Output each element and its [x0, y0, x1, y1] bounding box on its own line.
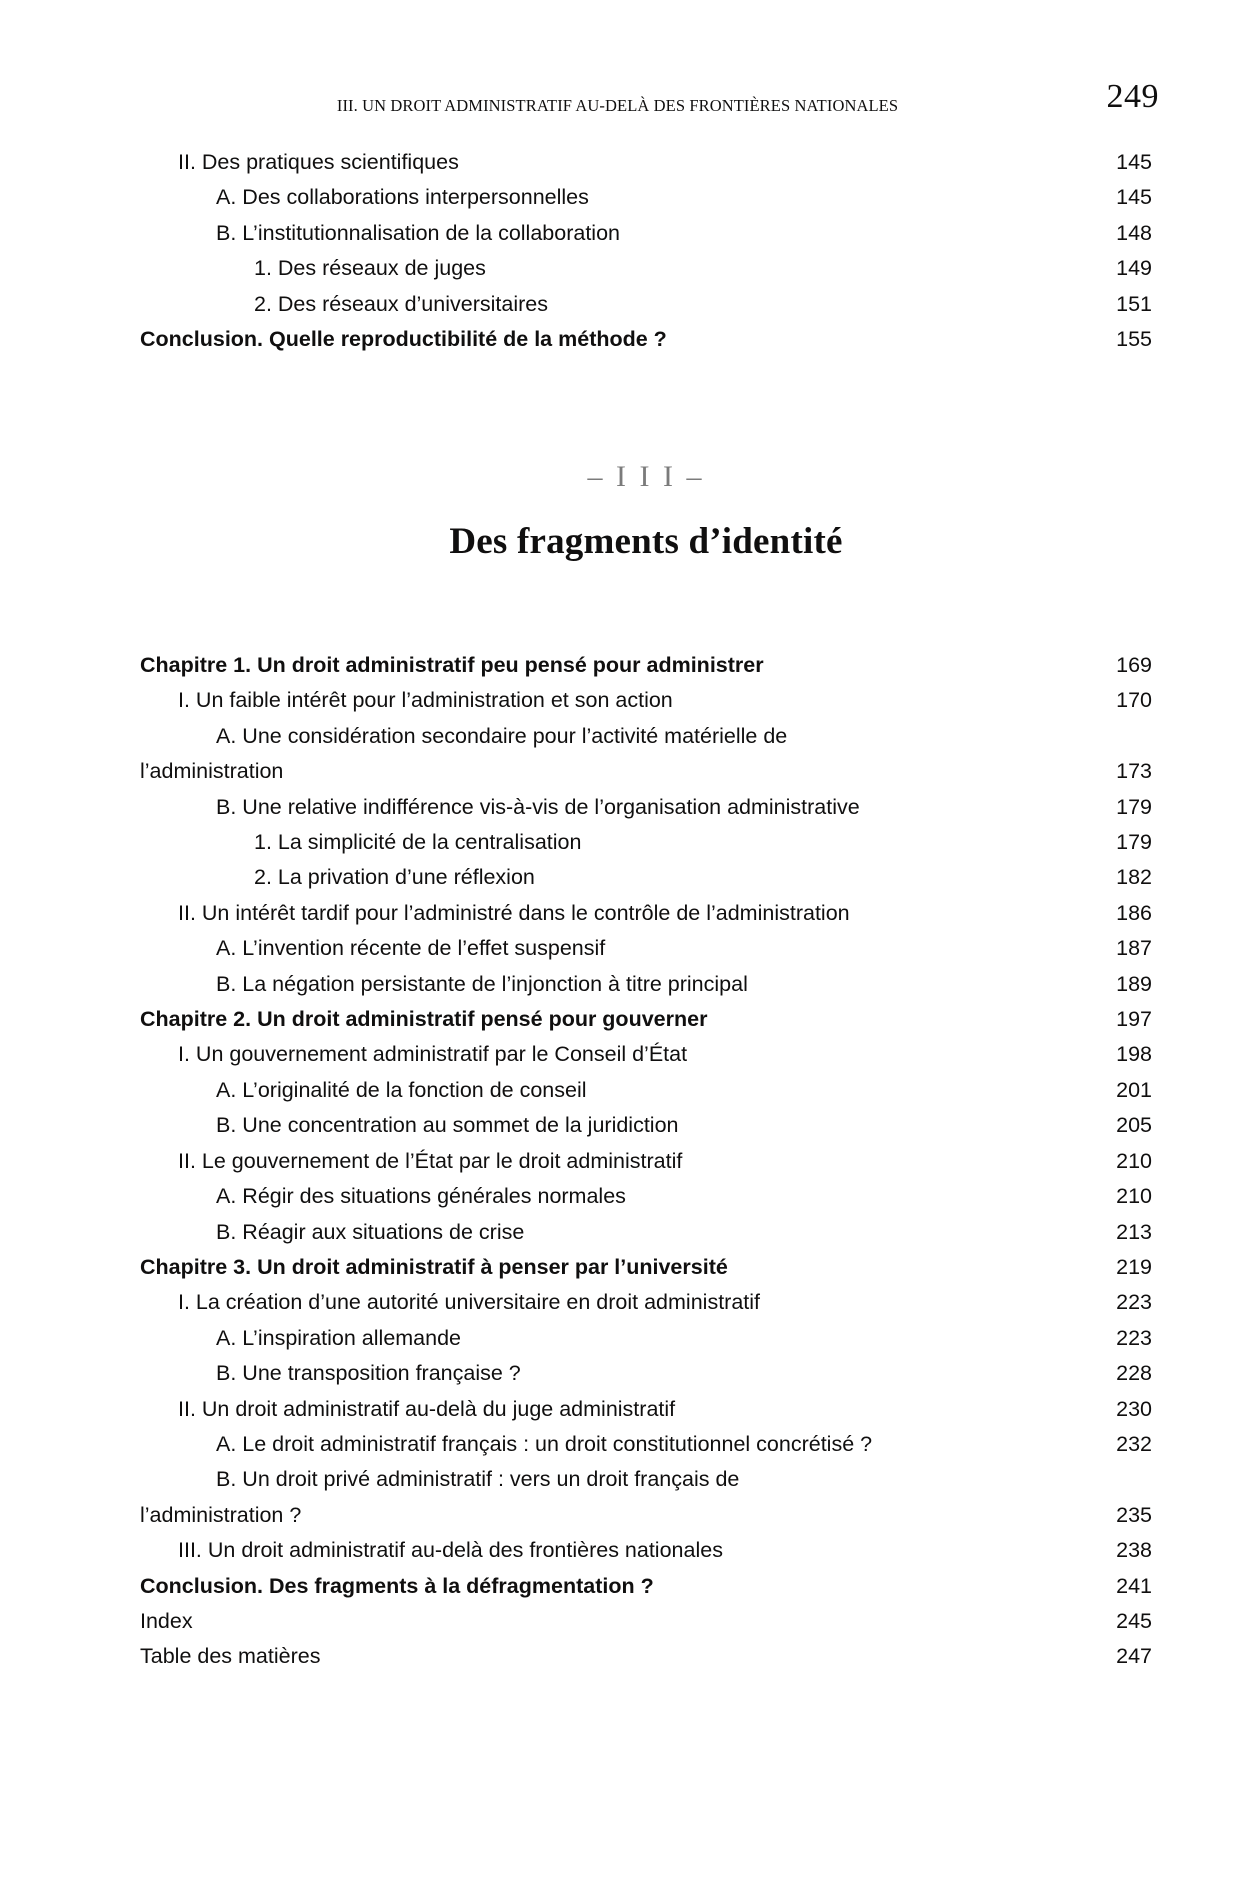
- toc-entry-label: II. Un droit administratif au-delà du juge administratif: [178, 1396, 676, 1421]
- toc-entry-label: I. La création d’une autorité universitaire en droit administratif: [178, 1290, 761, 1315]
- toc-entry-page-number: 170: [1116, 688, 1152, 713]
- toc-entry-page-number: 219: [1116, 1254, 1152, 1279]
- toc-entry-page-number: 210: [1116, 1184, 1152, 1209]
- toc-entry[interactable]: [140, 216, 1152, 251]
- toc-entry[interactable]: [140, 1498, 1152, 1533]
- toc-entry[interactable]: [140, 1144, 1152, 1179]
- toc-entry-label: II. Un intérêt tardif pour l’administré dans le contrôle de l’administration: [178, 900, 850, 925]
- running-header-title: III. UN DROIT ADMINISTRATIF AU-DELÀ DES FRONTIÈRES NATIONALES: [336, 96, 899, 115]
- toc-entry-label: B. La négation persistante de l’injonction à titre principal: [216, 971, 748, 996]
- toc-entry-label: A. L’invention récente de l’effet suspensif: [216, 936, 606, 961]
- toc-entry[interactable]: [140, 1392, 1152, 1427]
- toc-entry-label: Chapitre 1. Un droit administratif peu pensé pour administrer: [140, 653, 764, 677]
- toc-entry-label: A. Le droit administratif français : un droit constitutionnel concrétisé ?: [216, 1431, 873, 1456]
- toc-entry-label: Conclusion. Des fragments à la défragmentation ?: [140, 1573, 654, 1598]
- toc-entry-page-number: 238: [1116, 1538, 1152, 1563]
- toc-entry-page-number: 223: [1116, 1290, 1152, 1315]
- toc-section-upper: [140, 145, 1152, 357]
- toc-entry-label: Index: [140, 1608, 193, 1633]
- toc-entry[interactable]: [140, 825, 1152, 860]
- toc-entry-page-number: 205: [1116, 1113, 1152, 1138]
- toc-entry[interactable]: [140, 1108, 1152, 1143]
- toc-entry[interactable]: [140, 180, 1152, 215]
- toc-entry-label: II. Le gouvernement de l’État par le droit administratif: [178, 1148, 683, 1173]
- toc-entry-label: B. Réagir aux situations de crise: [216, 1219, 525, 1244]
- toc-entry-label: B. Un droit privé administratif : vers un droit français de: [216, 1467, 740, 1492]
- toc-entry-label: l’administration ?: [140, 1502, 302, 1527]
- toc-entry-page-number: 173: [1116, 759, 1152, 784]
- toc-entry[interactable]: [140, 1002, 1152, 1037]
- toc-entry-label: A. Une considération secondaire pour l’activité matérielle de: [216, 723, 788, 748]
- toc-entry[interactable]: [140, 1356, 1152, 1391]
- toc-entry-page-number: 145: [1116, 150, 1152, 174]
- toc-entry-label: 2. La privation d’une réflexion: [254, 865, 535, 890]
- toc-entry-page-number: 235: [1116, 1502, 1152, 1527]
- toc-entry-page-number: 230: [1116, 1396, 1152, 1421]
- toc-entry-label: A. Des collaborations interpersonnelles: [216, 185, 589, 210]
- toc-section-main: [140, 648, 1152, 1675]
- toc-entry[interactable]: [140, 1533, 1152, 1568]
- toc-entry[interactable]: [140, 967, 1152, 1002]
- toc-entry-label: B. L’institutionnalisation de la collaboration: [216, 220, 620, 245]
- toc-entry-label: Table des matières: [140, 1644, 321, 1669]
- toc-entry[interactable]: [140, 896, 1152, 931]
- toc-entry-page-number: 198: [1116, 1042, 1152, 1067]
- toc-entry-page-number: 232: [1116, 1431, 1152, 1456]
- toc-entry-page-number: 197: [1116, 1007, 1152, 1032]
- toc-entry-label: Conclusion. Quelle reproductibilité de la méthode ?: [140, 327, 667, 352]
- toc-entry-label: A. Régir des situations générales normales: [216, 1184, 626, 1209]
- toc-entry-page-number: 210: [1116, 1148, 1152, 1173]
- toc-entry-label: Chapitre 2. Un droit administratif pensé pour gouverner: [140, 1007, 708, 1032]
- toc-entry-page-number: 189: [1116, 971, 1152, 996]
- toc-entry-page-number: 245: [1116, 1608, 1152, 1633]
- toc-entry-label: l’administration: [140, 759, 284, 784]
- toc-entry-label: A. L’originalité de la fonction de conseil: [216, 1077, 587, 1102]
- toc-entry[interactable]: [140, 683, 1152, 718]
- toc-entry[interactable]: [140, 1215, 1152, 1250]
- toc-entry-label: I. Un gouvernement administratif par le Conseil d’État: [178, 1042, 688, 1067]
- toc-entry-page-number: 228: [1116, 1361, 1152, 1386]
- toc-entry[interactable]: [140, 145, 1152, 180]
- toc-entry-page-number: 182: [1116, 865, 1152, 890]
- part-divider: [140, 462, 1152, 563]
- toc-entry[interactable]: [140, 1321, 1152, 1356]
- toc-entry-page-number: 223: [1116, 1325, 1152, 1350]
- toc-entry[interactable]: [140, 287, 1152, 322]
- toc-entry[interactable]: [140, 754, 1152, 789]
- toc-entry-label: B. Une transposition française ?: [216, 1361, 521, 1386]
- toc-entry-page-number: 169: [1116, 653, 1152, 677]
- toc-entry-page-number: 151: [1116, 291, 1152, 316]
- toc-entry-label: Chapitre 3. Un droit administratif à penser par l’université: [140, 1254, 728, 1279]
- toc-entry[interactable]: [140, 322, 1152, 357]
- toc-entry[interactable]: [140, 1073, 1152, 1108]
- toc-entry-label: 1. La simplicité de la centralisation: [254, 830, 582, 855]
- toc-entry-page-number: 149: [1116, 256, 1152, 281]
- toc-entry-label: 2. Des réseaux d’universitaires: [254, 291, 548, 316]
- toc-entry[interactable]: [140, 1037, 1152, 1072]
- toc-entry[interactable]: [140, 790, 1152, 825]
- toc-entry[interactable]: [140, 1427, 1152, 1462]
- toc-entry-label: 1. Des réseaux de juges: [254, 256, 486, 281]
- toc-entry-label: III. Un droit administratif au-delà des frontières nationales: [178, 1538, 723, 1563]
- toc-entry[interactable]: [140, 1250, 1152, 1285]
- toc-entry-page-number: 179: [1116, 830, 1152, 855]
- toc-entry-page-number: 247: [1116, 1644, 1152, 1669]
- part-number-marker: – I I I –: [587, 460, 705, 493]
- toc-entry[interactable]: [140, 1639, 1152, 1674]
- toc-entry[interactable]: [140, 931, 1152, 966]
- toc-entry-label: A. L’inspiration allemande: [216, 1325, 462, 1350]
- toc-entry[interactable]: [140, 1569, 1152, 1604]
- running-header: [140, 78, 1159, 130]
- toc-entry[interactable]: [140, 1179, 1152, 1214]
- toc-entry-label: II. Des pratiques scientifiques: [178, 150, 459, 174]
- part-title: Des fragments d’identité: [449, 521, 843, 562]
- toc-entry-page-number: 241: [1116, 1573, 1152, 1598]
- toc-entry-label: B. Une relative indifférence vis-à-vis de l’organisation administrative: [216, 794, 860, 819]
- toc-entry-page-number: 155: [1116, 327, 1152, 352]
- toc-entry[interactable]: [140, 1462, 1152, 1497]
- toc-entry-label: B. Une concentration au sommet de la juridiction: [216, 1113, 679, 1138]
- toc-entry-page-number: 179: [1116, 794, 1152, 819]
- toc-entry-page-number: 213: [1116, 1219, 1152, 1244]
- toc-entry[interactable]: [140, 1604, 1152, 1639]
- toc-entry-label: I. Un faible intérêt pour l’administration et son action: [178, 688, 673, 713]
- toc-entry-page-number: 145: [1116, 185, 1152, 210]
- toc-entry[interactable]: [140, 719, 1152, 754]
- toc-entry-page-number: 187: [1116, 936, 1152, 961]
- toc-entry-page-number: 201: [1116, 1077, 1152, 1102]
- toc-entry-page-number: 148: [1116, 220, 1152, 245]
- toc-entry[interactable]: [140, 860, 1152, 895]
- toc-entry[interactable]: [140, 1285, 1152, 1320]
- page-folio-number: 249: [1106, 78, 1159, 115]
- toc-entry-page-number: 186: [1116, 900, 1152, 925]
- toc-entry[interactable]: [140, 251, 1152, 286]
- toc-entry[interactable]: [140, 648, 1152, 683]
